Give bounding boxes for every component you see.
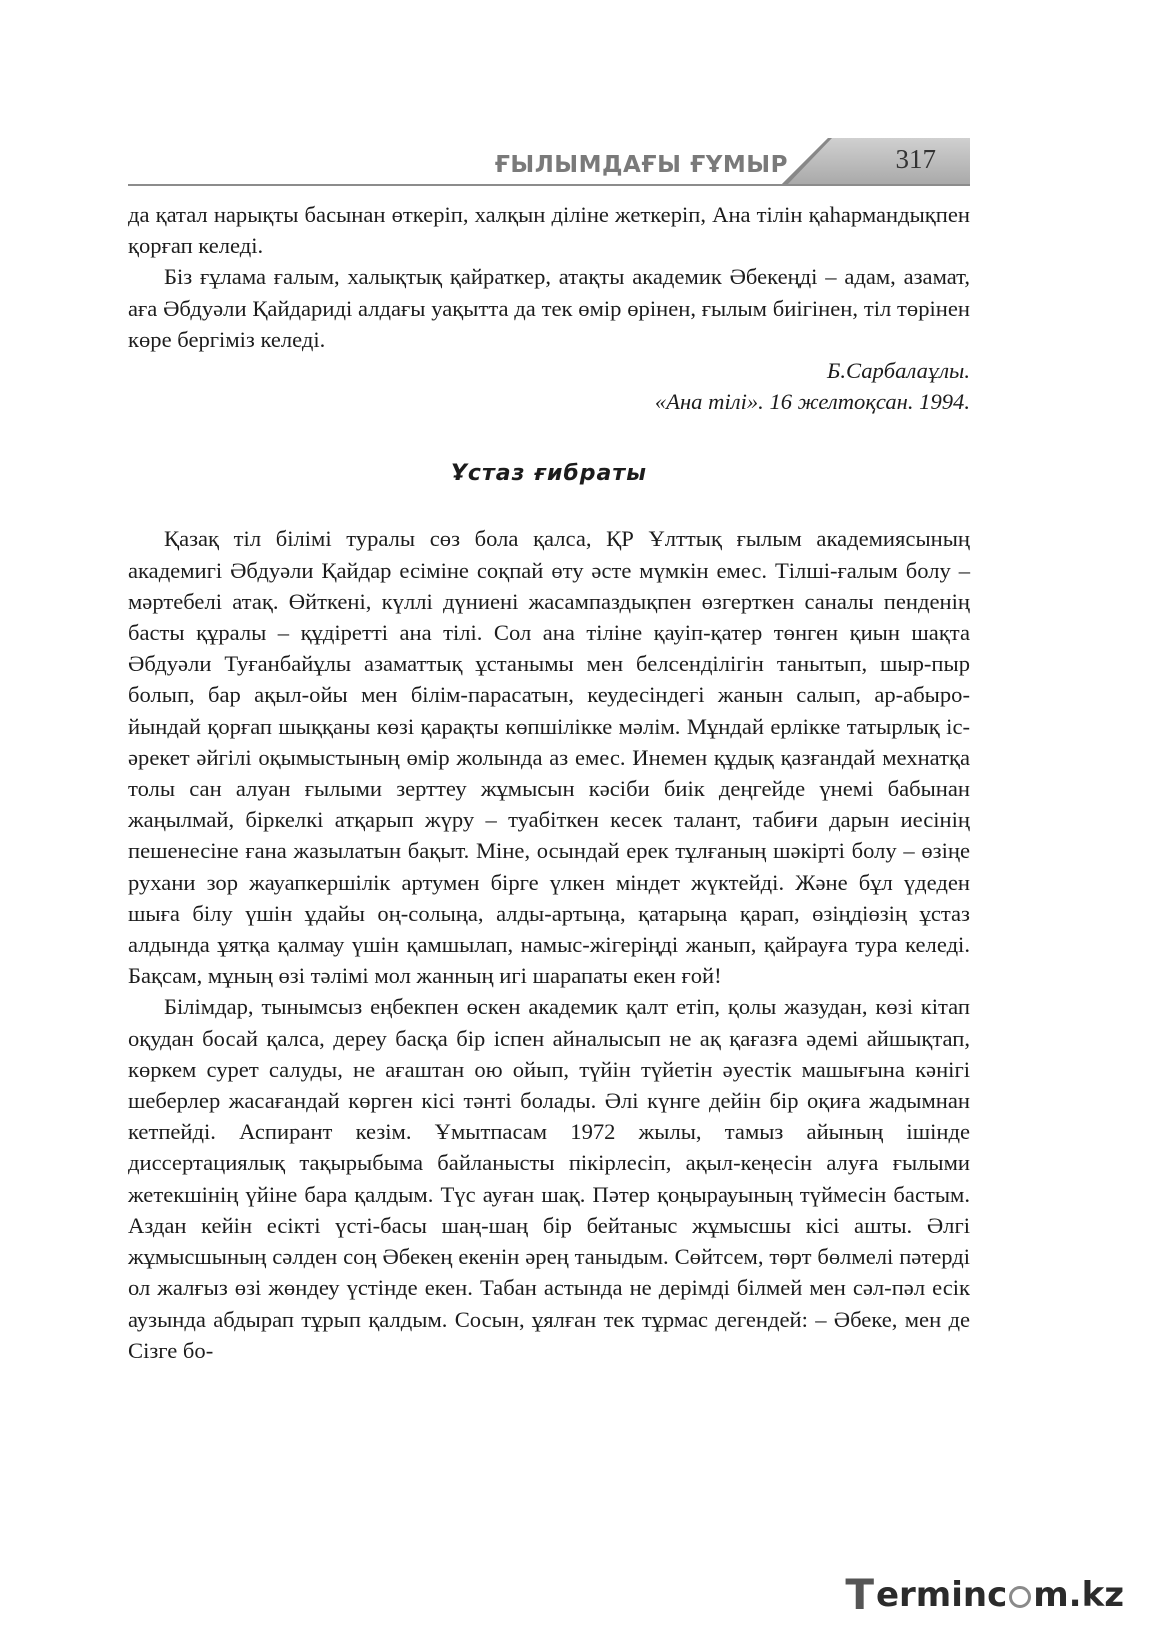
signature-author: Б.Сарбалаұлы. bbox=[827, 358, 970, 384]
signature-source: «Ана тілі». 16 желтоқсан. 1994. bbox=[654, 389, 970, 415]
section-paragraph-2: Білімдар, тынымсыз еңбекпен өскен академик қалт етіп, қолы жазудан, көзі кітап оқудан босай қалса, дереу басқа бір іспен айналысып не ақ қағазға әдемі айшықтап, көркем сурет салуды, не ағаштан ою ойып, түйін түйетін әуестік машығына кәнігі шеберлер жасағандай көрген кісі тәнті болады. Әлі күнге дейін бір оқиға жадымнан кетпейді. Аспирант кезім. Ұмытпасам 1972 жылы, тамыз айының ішінде диссертациялық тақырыбыма байланысты пікірлесіп, ақыл-кеңесін алуға ғылыми жетекшінің үйіне бара қалдым. Түс ауған шақ. Пәтер қоңырауының түймесін бастым. Аздан кейін есікті үсті-басы шаң-шаң бір бейтаныс жұмысшы кісі ашты. Әлгі жұмысшының сәлден соң Әбекең екенін әрең таныдым. Сөйтсем, төрт бөлмелі пәтерді ол жалғыз өзі жөндеу үстінде екен. Табан астында не дерімді білмей мен сәл-пәл есік аузында абдырап тұрып қалдым. Сосын, ұялған тек тұрмас дегендей: – Әбеке, мен де Сізге бо- bbox=[128, 994, 970, 1363]
running-header bbox=[128, 136, 970, 186]
termincom-watermark bbox=[845, 1570, 1124, 1619]
watermark-t: T bbox=[845, 1570, 874, 1619]
header-rule bbox=[128, 184, 970, 186]
intro-paragraph-2: Біз ғұлама ғалым, халықтық қайраткер, атақты академик Әбекеңді – адам, азамат, аға Әбдуәли Қайдариді алдағы уақытта да тек өмір өрінен, ғылым биігінен, тіл төрінен көре бергіміз келеді. bbox=[128, 264, 970, 352]
watermark-text-1: erminc bbox=[875, 1574, 1008, 1615]
section-paragraph-1: Қазақ тіл білімі туралы сөз бола қалса, ҚР Ұлттық ғылым академиясының академигі Әбдуәли Қайдар есіміне соқпай өту әсте мүмкін емес. Тілші-ғалым болу – мәртебелі атақ. Өйткені, күллі дүниені жасампаздықпен өзгерткен саналы пенденің басты құралы – құдіретті ана тілі. Сол ана тіліне қауіп-қатер төнген қиын шақта Әбдуәли Туғанбайұлы азаматтық ұстанымы мен белсенділігін танытып, шыр-пыр болып, бар ақыл-ойы мен білім-парасатын, кеудесіндегі жанын салып, ар-абыройындай қорғап шыққаны көзі қарақты көпшілікке мәлім. Мұндай ерлікке татырлық іс-әрекет әйгілі оқымыстының өмір жолында аз емес. Инемен құдық қазғандай мехнатқа толы сан алуан ғылыми зерттеу жұмысын кәсіби биік деңгейде үнемі бабынан жаңылмай, біркелкі атқарып жүру – туабіткен кесек талант, табиғи дарын иесінің пешенесіне ғана жазылатын бақыт. Міне, осындай ерек тұлғаның шәкірті болу – өзіңе рухани зор жауапкершілік артумен бірге үлкен міндет жүктейді. Және бұл үдеден шыға білу үшін ұдайы оң-солыңа, алды-артыңа, қатарыңа қарап, өзіңдіөзің ұстаз алдында ұятқа қалмау үшін қамшылап, намыс-жігеріңді жанып, қайрауға тура келеді. Бақсам, мұның өзі тәлімі мол жанның игі шарапаты екен ғой! bbox=[128, 526, 970, 989]
page-number: 317 bbox=[895, 144, 936, 174]
page-number-tab bbox=[780, 136, 970, 186]
watermark-text-2: m.kz bbox=[1033, 1574, 1124, 1615]
section-title: Ұстаз ғибраты bbox=[451, 461, 647, 487]
watermark-ring-icon bbox=[1009, 1586, 1031, 1608]
running-header-title: ҒЫЛЫМДАҒЫ ҒҰМЫР bbox=[494, 152, 788, 178]
page-body bbox=[128, 199, 970, 1366]
page-tab-shape bbox=[780, 136, 970, 186]
intro-paragraph-1: да қатал нарықты басынан өткеріп, халқын діліне жеткеріп, Ана тілін қаһармандықпен қорғап келеді. bbox=[128, 202, 970, 259]
